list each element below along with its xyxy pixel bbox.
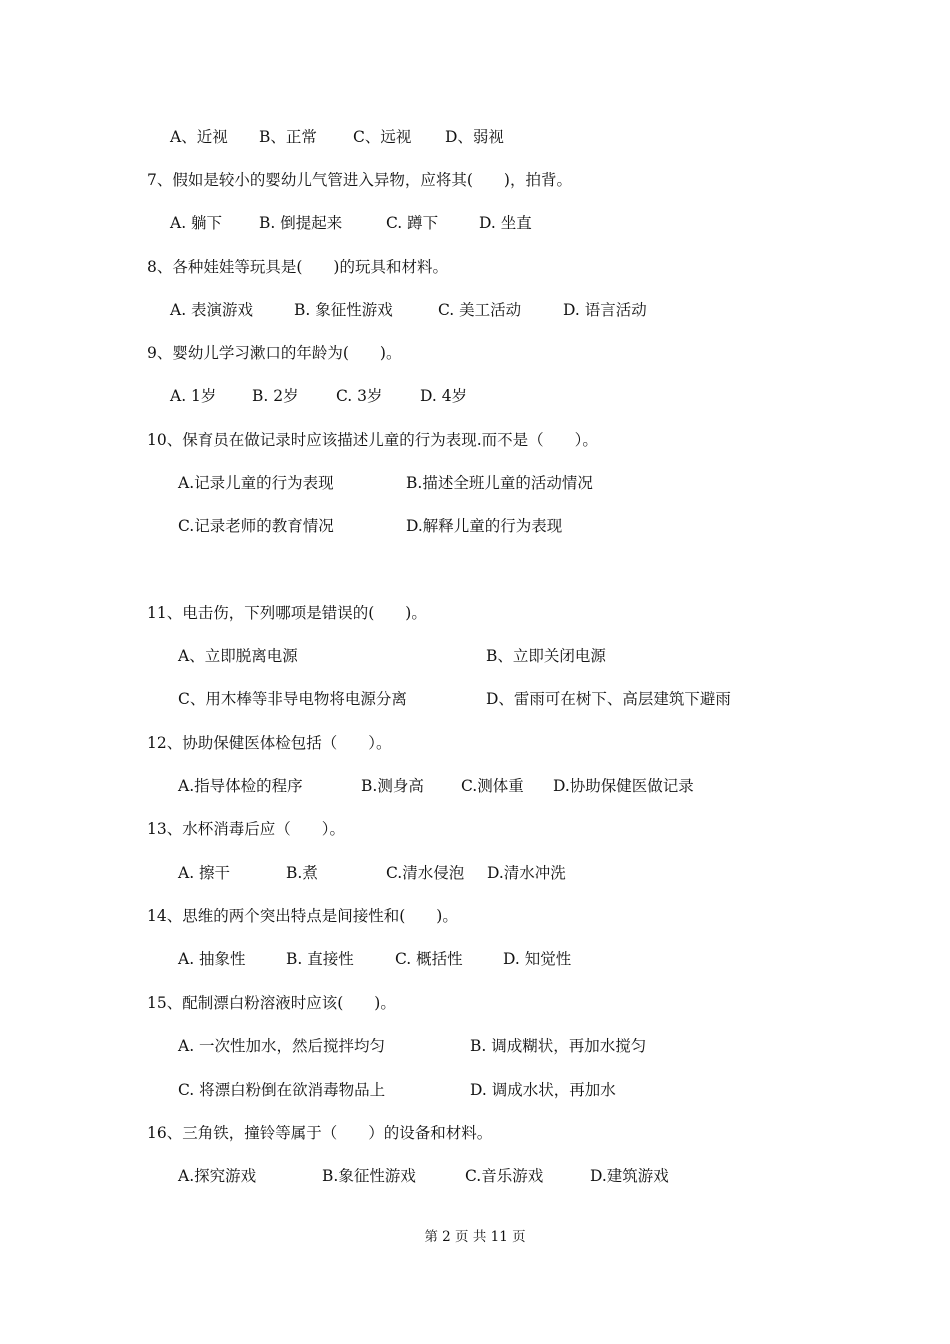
question-9: 9、婴幼儿学习漱口的年龄为( )。 [147, 344, 402, 362]
option-a: A.指导体检的程序 [178, 777, 303, 795]
option-a: A. 擦干 [178, 864, 231, 882]
option-a: A、立即脱离电源 [178, 647, 298, 665]
option-d: D、雷雨可在树下、高层建筑下避雨 [486, 690, 731, 708]
option-b: B.测身高 [361, 777, 424, 795]
question-10: 10、保育员在做记录时应该描述儿童的行为表现.而不是（ ）。 [147, 431, 598, 449]
option-b: B. 直接性 [286, 950, 354, 968]
option-b: B、立即关闭电源 [486, 647, 606, 665]
option-d: D. 坐直 [479, 214, 532, 232]
option-c: C、用木棒等非导电物将电源分离 [178, 690, 407, 708]
option-c: C.音乐游戏 [465, 1167, 544, 1185]
option-b: B. 倒提起来 [259, 214, 343, 232]
option-a: A. 1岁 [170, 387, 217, 405]
question-13: 13、水杯消毒后应（ ）。 [147, 820, 345, 838]
option-b: B. 调成糊状，再加水搅匀 [470, 1037, 647, 1055]
option-c: C.测体重 [461, 777, 524, 795]
option-b: B.象征性游戏 [322, 1167, 416, 1185]
option-a: A. 躺下 [170, 214, 223, 232]
option-c: C. 概括性 [395, 950, 463, 968]
question-16: 16、三角铁，撞铃等属于（ ）的设备和材料。 [147, 1124, 493, 1142]
option-c: C. 3岁 [336, 387, 383, 405]
question-8: 8、各种娃娃等玩具是( )的玩具和材料。 [147, 258, 448, 276]
question-11: 11、电击伤，下列哪项是错误的( )。 [147, 604, 427, 622]
option-a: A. 表演游戏 [170, 301, 254, 319]
option-d: D. 语言活动 [563, 301, 647, 319]
option-a: A、近视 [170, 128, 228, 146]
option-c: C. 美工活动 [438, 301, 522, 319]
option-c: C、远视 [353, 128, 412, 146]
option-d: D.清水冲洗 [487, 864, 566, 882]
question-14: 14、思维的两个突出特点是间接性和( )。 [147, 907, 458, 925]
question-7: 7、假如是较小的婴幼儿气管进入异物，应将其( )，拍背。 [147, 171, 572, 189]
option-a: A.记录儿童的行为表现 [178, 474, 334, 492]
option-b: B、正常 [259, 128, 317, 146]
option-d: D. 4岁 [420, 387, 468, 405]
option-d: D.解释儿童的行为表现 [406, 517, 563, 535]
option-c: C. 蹲下 [386, 214, 439, 232]
option-d: D.建筑游戏 [590, 1167, 669, 1185]
option-b: B. 象征性游戏 [294, 301, 393, 319]
question-15: 15、配制漂白粉溶液时应该( )。 [147, 994, 396, 1012]
option-d: D. 调成水状，再加水 [470, 1081, 616, 1099]
option-a: A. 抽象性 [178, 950, 246, 968]
option-c: C.记录老师的教育情况 [178, 517, 334, 535]
option-c: C.清水侵泡 [386, 864, 465, 882]
question-12: 12、协助保健医体检包括（ ）。 [147, 734, 392, 752]
option-b: B. 2岁 [252, 387, 299, 405]
option-d: D.协助保健医做记录 [553, 777, 694, 795]
option-d: D、弱视 [445, 128, 504, 146]
option-b: B.煮 [286, 864, 318, 882]
option-b: B.描述全班儿童的活动情况 [406, 474, 593, 492]
option-a: A. 一次性加水，然后搅拌均匀 [178, 1037, 386, 1055]
option-d: D. 知觉性 [503, 950, 572, 968]
page-footer: 第 2 页 共 11 页 [424, 1229, 526, 1245]
option-a: A.探究游戏 [178, 1167, 257, 1185]
option-c: C. 将漂白粉倒在欲消毒物品上 [178, 1081, 386, 1099]
